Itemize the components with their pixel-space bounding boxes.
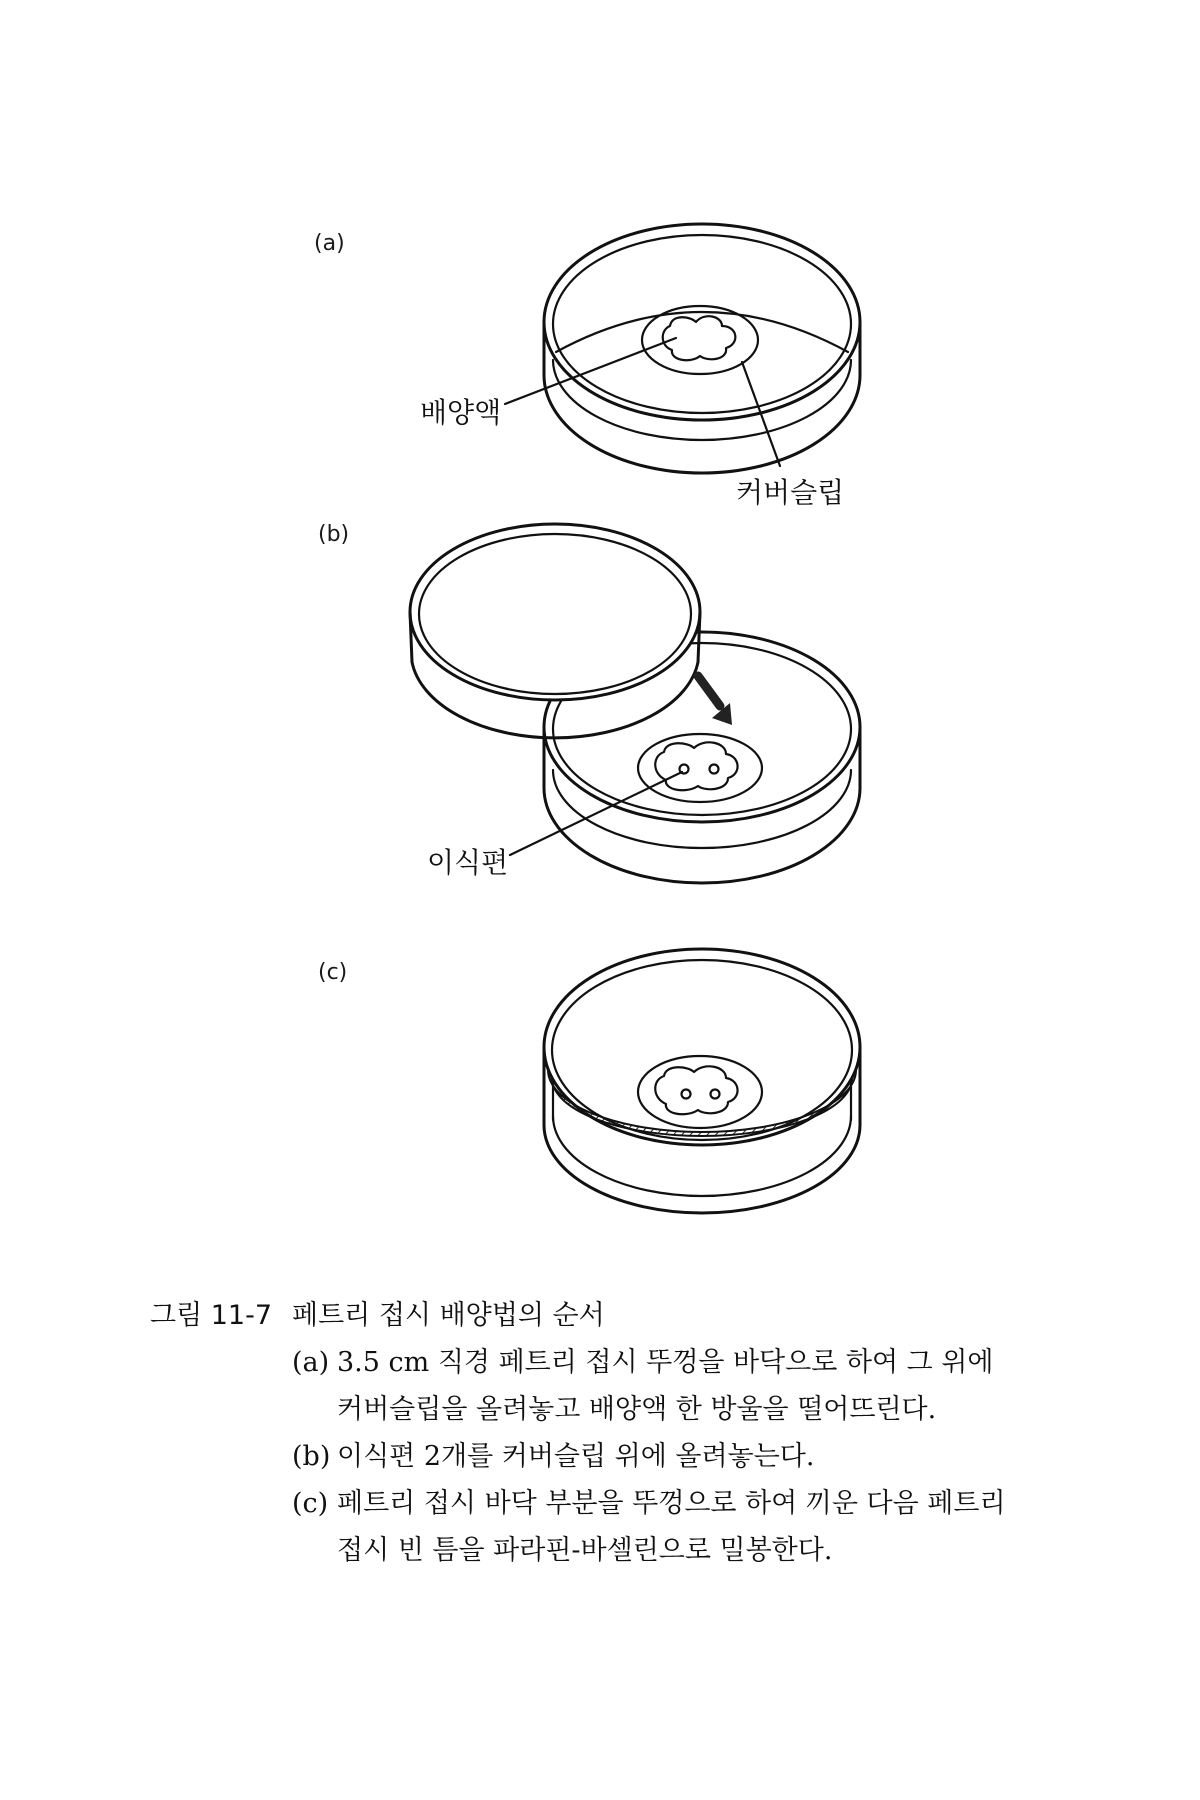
caption-item-c-tag: (c)	[292, 1488, 329, 1519]
caption-item-b	[150, 1433, 1050, 1480]
caption-item-c	[150, 1480, 1050, 1574]
caption-item-a-line2: 커버슬립을 올려놓고 배양액 한 방울을 떨어뜨린다.	[337, 1394, 937, 1425]
culture-medium-callout-line	[505, 338, 676, 404]
explant-piece-2	[710, 765, 719, 774]
figure-number: 그림 11-7	[150, 1300, 273, 1331]
explant-piece-4	[711, 1090, 720, 1099]
panel-b-label: (b)	[318, 522, 350, 547]
panel-a-label: (a)	[314, 231, 345, 256]
panel-a-dish	[544, 224, 860, 473]
panel-b-lid	[410, 524, 700, 738]
down-arrow-icon	[698, 676, 732, 725]
caption-item-a-line1: 3.5 cm 직경 페트리 접시 뚜껑을 바닥으로 하여 그 위에	[337, 1347, 994, 1378]
cover-slip-label: 커버슬립	[736, 476, 845, 509]
panel-c-label: (c)	[318, 960, 348, 985]
explant-piece-3	[682, 1090, 691, 1099]
caption-item-a-tag: (a)	[292, 1347, 330, 1378]
caption-item-c-line1: 페트리 접시 바닥 부분을 뚜껑으로 하여 끼운 다음 페트리	[337, 1488, 1006, 1519]
caption-item-b-tag: (b)	[292, 1441, 331, 1472]
caption-title: 페트리 접시 배양법의 순서	[292, 1300, 605, 1331]
culture-medium-label: 배양액	[420, 396, 502, 429]
panel-c-sealed-dish	[544, 949, 860, 1213]
caption-title-line	[150, 1292, 1050, 1339]
explant-label: 이식편	[427, 846, 509, 879]
caption-item-c-line2: 접시 빈 틈을 파라핀-바셀린으로 밀봉한다.	[337, 1535, 833, 1566]
figure-caption	[150, 1292, 1050, 1574]
explant-callout-line	[510, 772, 682, 855]
caption-item-a	[150, 1339, 1050, 1433]
caption-item-b-line1: 이식편 2개를 커버슬립 위에 올려놓는다.	[337, 1441, 815, 1472]
cover-slip-callout-line	[742, 362, 780, 466]
